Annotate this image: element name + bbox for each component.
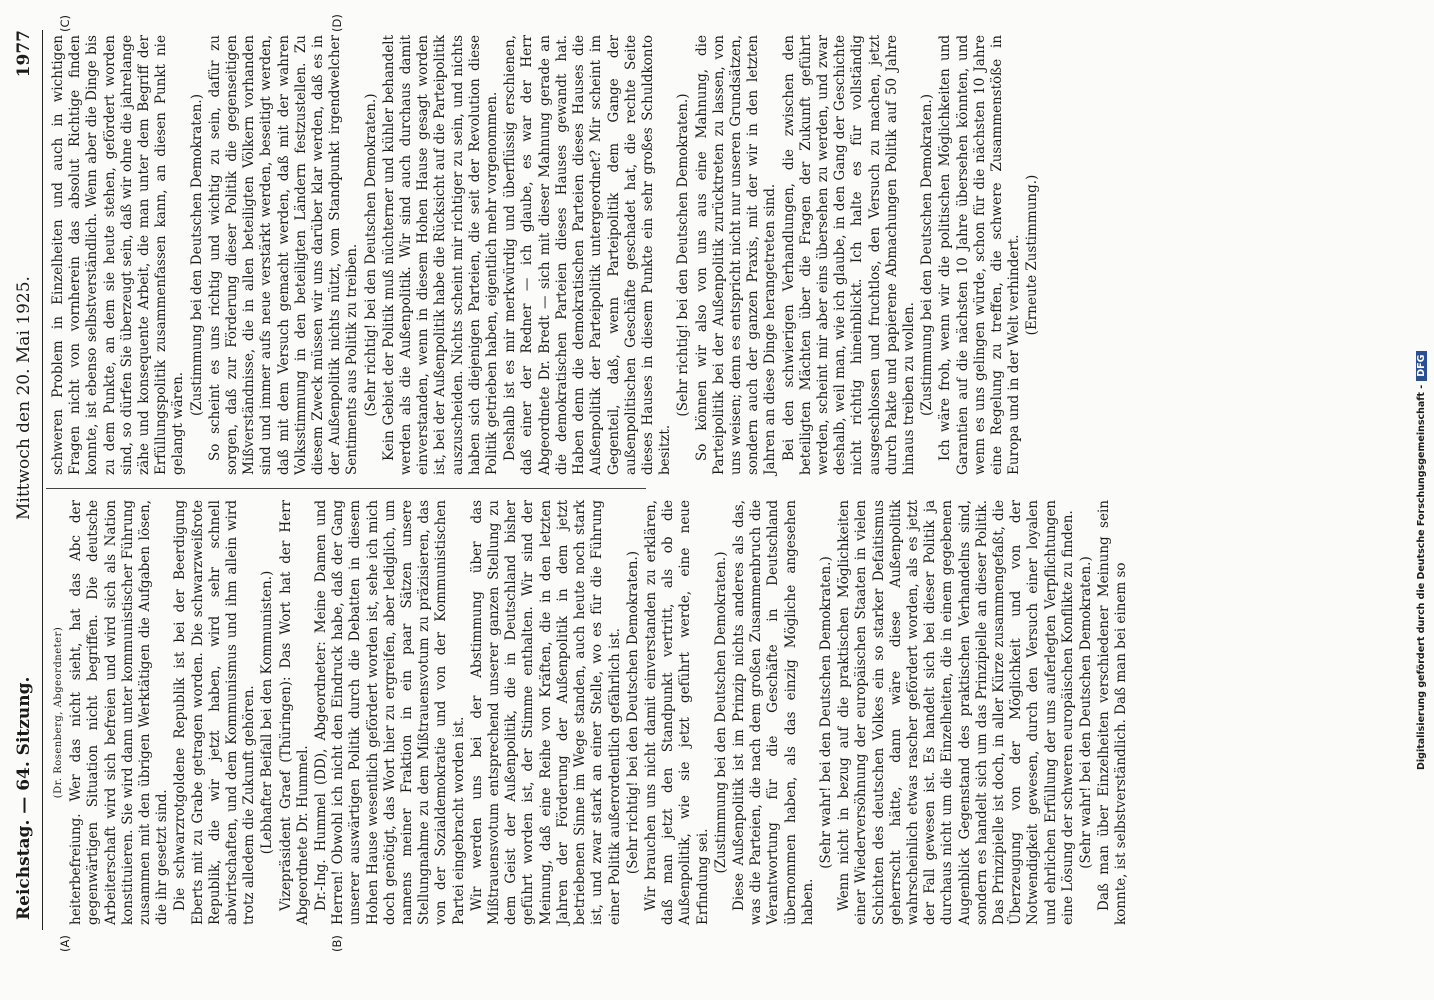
reaction: (Sehr richtig! bei den Deutschen Demokraten.) (675, 93, 692, 417)
margin-marker-a: (A) (58, 935, 72, 952)
margin-marker-b: (B) (330, 935, 344, 952)
paragraph: Wir brauchen uns nicht damit einverstanden zu erklären, daß man jetzt den Standpunkt vertritt, als ob die Außenpolitik, wie sie jetzt geführt werde, eine neue Erfindung sei. (642, 500, 711, 925)
credit-text: Digitalisierung gefördert durch die Deutsche Forschungsgemeinschaft - (1416, 384, 1427, 770)
speaker-label: (Dr. Rosenberg, Abgeordneter) (53, 626, 64, 799)
reaction: (Sehr wahr! bei den Deutschen Demokraten.) (1077, 556, 1094, 869)
column-divider (46, 488, 646, 489)
reaction: (Sehr richtig! bei den Deutschen Demokraten.) (362, 93, 379, 417)
page-header (8, 30, 42, 930)
text-column-right (50, 35, 1041, 475)
paragraph: Kein Gebiet der Politik muß nüchterner und kühler behandelt werden als die Außenpolitik. Wir sind auch durchaus damit einverstanden, wenn in diesem Hohen Hause gesagt worden ist, bei der Außenpolitik habe die Rücksicht auf die Parteipolitik auszuscheiden. Nichts scheint mir richtiger zu sein, und nichts haben sich diejenigen Parteien, die seit der Revolution diese Politik getrieben haben, eigentlich mehr vorgenommen. (380, 35, 501, 475)
reaction: (Zustimmung bei den Deutschen Demokraten.) (188, 94, 205, 416)
digitization-credit (1416, 30, 1430, 770)
paragraph: Ich wäre froh, wenn wir die politischen Möglichkeiten und Garantien auf die nächsten 10 Jahre übersehen könnten, und wenn es uns gelingen würde, schon für die nächsten 10 Jahre eine Regelung zu treffen, die schwere Zusammenstöße in Europa und in der Welt verhindert. (937, 35, 1023, 475)
paragraph: Wir werden uns bei der Abstimmung über das Mißtrauensvotum entsprechend unserer ganzen Stellung zu dem Geist der Außenpolitik, die in Deutschland bisher geführt worden ist, der Stimme enthalten. Wir sind der Meinung, daß eine Reihe von Kräften, die in den letzten Jahren der Förderung der Außenpolitik in dem jetzt betriebenen Sinne im Wege standen, auch heute noch stark ist, und zwar stark an einer Stelle, wo es für die Führung einer Politik außerordentlich gefährlich ist. (468, 500, 623, 925)
page-number: 1977 (14, 30, 34, 78)
paragraph: Dr.-Ing. Hummel (DD), Abgeordneter: Meine Damen und Herren! Obwohl ich nicht den Eindruck habe, daß der Gang unserer auswärtigen Politik durch die Debatten in diesem Hohen Hause wesentlich gefördert worden ist, sehe ich mich doch genötigt, das Wort hier zu ergreifen, aber lediglich, um namens meiner Fraktion in ein paar Sätzen unsere Stellungnahme zu dem Mißtrauensvotum zu präzisieren, das von der Sozialdemokratie und von der Kommunistischen Partei eingebracht worden ist. (313, 500, 467, 925)
reaction: (Zustimmung bei den Deutschen Demokraten.) (919, 94, 936, 416)
reaction: (Zustimmung bei den Deutschen Demokraten.) (712, 551, 729, 874)
paragraph: So scheint es uns richtig und wichtig zu sein, dafür zu sorgen, daß zur Förderung dieser Politik die gegenseitigen Mißverständnisse, die in allen beteiligten Völkern vorhanden sind und immer aufs neue verstärkt werden, beseitigt werden, daß mit dem Versuch gemacht werden, daß mit der wahren Volksstimmung in den beteiligten Ländern festzustellen. Zu diesem Zweck müssen wir uns darüber klar werden, daß es in der Außenpolitik nichts nützt, vom Standpunkt irgendwelcher Sentiments aus Politik zu treiben. (206, 35, 361, 475)
paragraph: Die schwarzrotgoldene Republik ist bei der Beerdigung Eberts mit zu Grabe getragen worden. Die schwarzweißrote Republik, die wir jetzt haben, wird sehr schnell abwirtschaften, und dem Kommunismus und ihm allein wird trotz alledem die Zukunft gehören. (172, 500, 258, 925)
paragraph: Daß man über Einzelheiten verschiedener Meinung sein konnte, ist selbstverständlich. Daß man bei einem so (1096, 500, 1130, 925)
paragraph: Wenn nicht in bezug auf die praktischen Möglichkeiten einer Wiederversöhnung der europäischen Staaten in vielen Schichten des deutschen Volkes ein so starker Defaitismus geherrscht hätte, dann wäre diese Außenpolitik wahrscheinlich etwas rascher gefördert worden, als es jetzt der Fall gewesen ist. Es handelt sich bei dieser Politik ja durchaus nicht um die Einzelheiten, die in einem gegebenen Augenblick Gegenstand des praktischen Verhandelns sind, sondern es handelt sich um das Prinzipielle an dieser Politik. Das Prinzipielle ist doch, in aller Kürze zusammengefaßt, die Überzeugung von der Möglichkeit und von der Notwendigkeit gewesen, durch den Versuch einer loyalen und ehrlichen Erfüllung der uns auferlegten Verpflichtungen eine Lösung der schweren europäischen Konflikte zu finden. (836, 500, 1076, 925)
text-column-left (50, 500, 1130, 925)
paragraph: heiterbefreiung. Wer das nicht sieht, hat das Abc der gegenwärtigen Situation nicht begriffen. Die deutsche Arbeiterschaft wird sich befreien und wird sich als Nation konstituieren. Sie wird dann unter kommunistischer Führung zusammen mit den übrigen Werktätigen die Aufgaben lösen, die ihr gesetzt sind. (68, 500, 171, 925)
session-date: Mittwoch den 20. Mai 1925. (14, 276, 34, 520)
paragraph: So können wir also von uns aus eine Mahnung, die Parteipolitik bei der Außenpolitik zurücktreten zu lassen, von uns weisen; denn es entspricht nicht nur unseren Grundsätzen, sondern auch der ganzen Praxis, mit der wir in den letzten Jahren an diese Dinge herangetreten sind. (693, 35, 779, 475)
reaction: (Sehr wahr! bei den Deutschen Demokraten.) (817, 556, 834, 869)
session-title: Reichstag. — 64. Sitzung. (14, 676, 34, 920)
margin-marker-c: (C) (58, 14, 72, 32)
paragraph: Deshalb ist es mir merkwürdig und überflüssig erschienen, daß einer der Redner — ich glaube, es war der Herr Abgeordnete Dr. Bredt — sich mit dieser Mahnung gerade an die demokratischen Parteien dieses Hauses gewandt hat. Haben denn die demokratischen Parteien dieses Hauses die Außenpolitik der Parteipolitik untergeordnet? Mir scheint im Gegenteil, daß, wenn Parteipolitik dem Gange der außenpolitischen Geschäfte geschadet hat, die rechte Seite dieses Hauses in diesem Punkte ein sehr großes Schuldkonto besitzt. (502, 35, 674, 475)
paragraph: schweren Problem in Einzelheiten und auch in wichtigen Fragen nicht von vornherein das absolut Richtige finden konnte, ist ebenso selbstverständlich. Wenn aber die Dinge bis zu dem Punkte, an dem sie heute stehen, gefördert worden sind, so dürfen Sie überzeugt sein, daß wir ohne die jahrelange zähe und konsequente Arbeit, die man unter dem Begriff der Erfüllungspolitik zusammenfassen kann, an diesen Punkt nie gelangt wären. (50, 35, 187, 475)
paragraph: Bei den schwierigen Verhandlungen, die zwischen den beteiligten Mächten über die Fragen der Zukunft geführt werden, scheint mir aber eins übersehen zu werden, und zwar deshalb, weil man, wie ich glaube, in den Gang der Geschichte nicht richtig hineinblickt. Ich halte es für vollständig ausgeschlossen und fruchtlos, den Versuch zu machen, jetzt durch Pakte und papierene Abmachungen Politik auf 50 Jahre hinaus treiben zu wollen. (780, 35, 917, 475)
reaction: (Sehr richtig! bei den Deutschen Demokraten.) (624, 550, 641, 875)
credit-line (1416, 30, 1430, 770)
reaction: (Erneute Zustimmung.) (1024, 174, 1041, 336)
header-rule (42, 30, 43, 930)
paragraph: Diese Außenpolitik ist im Prinzip nichts anderes als das, was die Parteien, die nach dem großen Zusammenbruch die Verantwortung für die Geschäfte in Deutschland übernommen haben, als das einzig Mögliche angesehen haben. (730, 500, 816, 925)
paragraph: Vizepräsident Graef (Thüringen): Das Wort hat der Herr Abgeordnete Dr. Hummel. (277, 500, 311, 925)
margin-marker-d: (D) (330, 14, 344, 32)
reaction: (Lebhafter Beifall bei den Kommunisten.) (259, 570, 276, 855)
dfg-logo: DFG (1416, 351, 1427, 381)
